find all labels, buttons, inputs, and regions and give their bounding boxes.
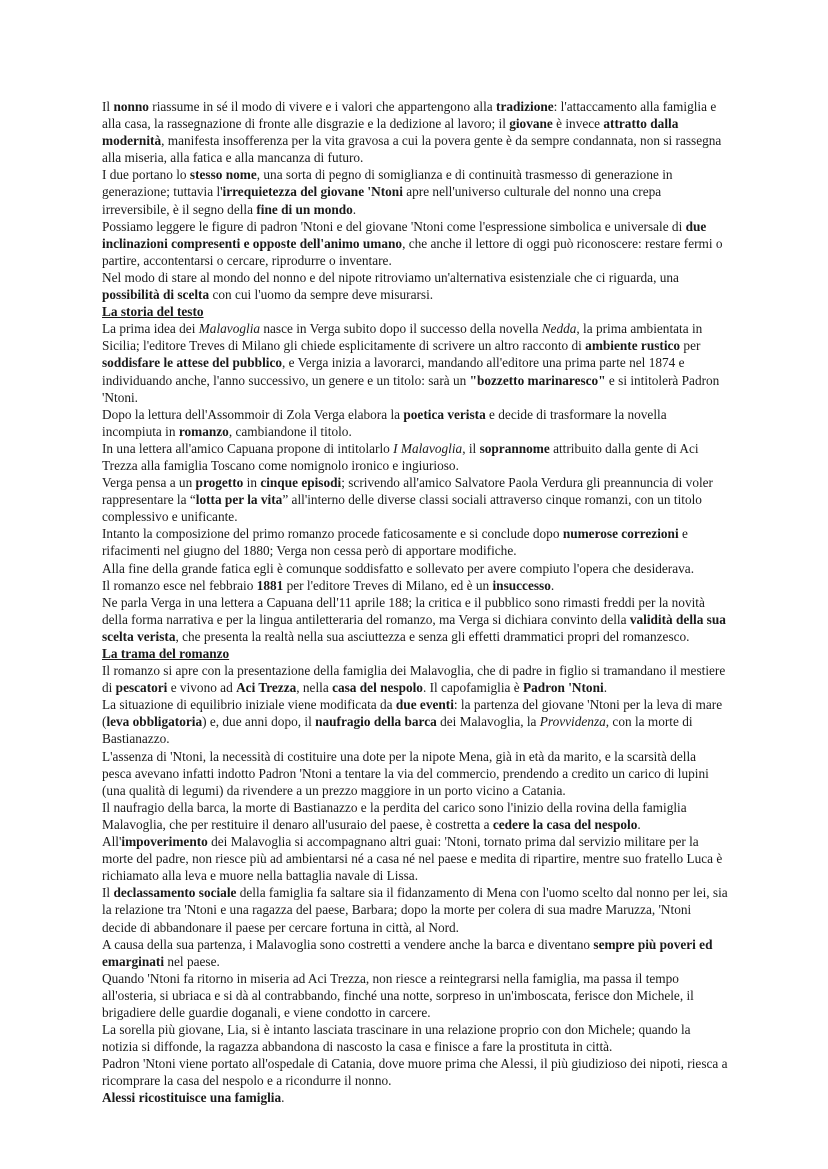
bold-text: lotta per la vita: [195, 492, 283, 508]
paragraph: [102, 936, 728, 970]
text-run: .: [352, 201, 357, 217]
text-run: e vivono ad: [167, 680, 237, 696]
bold-text: due inclinazioni compresenti e opposte dell'animo umano: [102, 218, 707, 251]
text-run: Dopo la lettura dell'Assommoir di Zola Verga elabora la: [102, 406, 404, 422]
text-run: e decide di trasformare la novella incompiuta in: [102, 406, 667, 439]
text-run: nel paese.: [164, 953, 220, 969]
bold-text: cedere la casa del nespolo: [492, 816, 638, 832]
paragraph: [102, 884, 728, 935]
bold-text: irrequietezza del giovane 'Ntoni: [222, 184, 403, 200]
bold-text: naufragio della barca: [315, 714, 437, 730]
paragraph: [102, 577, 728, 594]
text-run: nasce in Verga subito dopo il successo della novella: [260, 321, 542, 337]
paragraph: [102, 440, 728, 474]
text-run: Il romanzo esce nel febbraio: [102, 577, 257, 593]
bold-text: Aci Trezza: [236, 680, 297, 696]
text-run: Verga pensa a un: [102, 475, 196, 491]
text-run: ” all'interno delle diverse classi sociali attraverso cinque romanzi, con un titolo complessivo e unificante.: [102, 492, 702, 525]
paragraph: [102, 1089, 728, 1106]
text-run: : l'attaccamento alla famiglia e alla casa, la rassegnazione di fronte alle disgrazie e la dedizione al lavoro; il: [102, 99, 717, 132]
text-run: : la partenza del giovane 'Ntoni per la leva di mare (: [102, 697, 723, 730]
paragraph: [102, 406, 728, 440]
bold-text: soprannome: [479, 440, 550, 456]
paragraph: [102, 833, 728, 884]
bold-text: poetica verista: [403, 406, 486, 422]
bold-text: leva obbligatoria: [106, 714, 203, 730]
text-run: ; scrivendo all'amico Salvatore Paola Verdura gli preannuncia di voler rappresentare la “: [102, 475, 713, 508]
text-run: Possiamo leggere le figure di padron 'Ntoni e del giovane 'Ntoni come l'espressione simbolica e universale di: [102, 218, 686, 234]
text-run: Alla fine della grande fatica egli è comunque soddisfatto e sollevato per avere compiuto l'opera che desiderava.: [102, 560, 695, 576]
italic-text: Malavoglia: [198, 321, 261, 337]
bold-text: due eventi: [395, 697, 454, 713]
text-run: , manifesta insofferenza per la vita gravosa a cui la povera gente è da sempre condannata, non si rassegna alla miseria, alla fatica e alla mancanza di futuro.: [102, 133, 722, 166]
storia-section: [102, 320, 728, 645]
paragraph: [102, 98, 728, 166]
text-run: , il: [462, 440, 480, 456]
paragraph: [102, 1021, 728, 1055]
section-heading-trama: La trama del romanzo: [102, 646, 230, 661]
text-run: .: [603, 680, 608, 696]
text-run: con cui l'uomo da sempre deve misurarsi.: [209, 287, 434, 303]
text-run: e rifacimenti nel giugno del 1880; Verga non cessa però di apportare modifiche.: [102, 526, 688, 559]
text-run: I due portano lo: [102, 167, 190, 183]
paragraph: [102, 560, 728, 577]
text-run: Il: [102, 99, 114, 114]
bold-text: progetto: [195, 475, 244, 491]
bold-text: Alessi ricostituisce una famiglia: [102, 1090, 282, 1106]
bold-text: stesso nome: [189, 167, 257, 183]
text-run: Padron 'Ntoni viene portato all'ospedale di Catania, dove muore prima che Alessi, il più giudizioso dei nipoti, riesca a ricomprare la casa del nespolo e a ricondurre il nonno.: [102, 1056, 728, 1089]
text-run: dei Malavoglia, la: [436, 714, 540, 730]
bold-text: ambiente rustico: [585, 338, 681, 354]
bold-text: insuccesso: [492, 577, 551, 593]
text-run: , cambiandone il titolo.: [228, 423, 352, 439]
bold-text: impoverimento: [121, 834, 208, 850]
italic-text: Provvidenza: [539, 714, 606, 730]
section-heading-storia: La storia del testo: [102, 304, 204, 320]
text-run: , nella: [296, 680, 333, 696]
text-run: ) e, due anni dopo, il: [202, 714, 316, 730]
paragraph: [102, 662, 728, 696]
text-run: A causa della sua partenza, i Malavoglia sono costretti a vendere anche la barca e diventano: [102, 936, 594, 952]
text-run: , con la morte di Bastianazzo.: [102, 714, 693, 747]
text-run: In una lettera all'amico Capuana propone di intitolarlo: [102, 440, 394, 456]
bold-text: romanzo: [178, 423, 229, 439]
text-run: La prima idea dei: [102, 321, 199, 337]
italic-text: Nedda: [541, 321, 577, 337]
bold-text: nonno: [113, 99, 149, 114]
trama-section: [102, 662, 728, 1106]
text-run: Il naufragio della barca, la morte di Bastianazzo e la perdita del carico sono l'inizio della rovina della famiglia Malavoglia, che per restituire il denaro all'usuraio del paese, è costretta a: [102, 799, 687, 832]
intro-section: [102, 98, 728, 303]
paragraph: [102, 748, 728, 799]
text-run: , la prima ambientata in Sicilia; l'editore Treves di Milano gli chiede esplicitamente di scrivere un altro racconto di: [102, 321, 703, 354]
text-run: dei Malavoglia si accompagnano altri guai: 'Ntoni, tornato prima dal servizio militare per la morte del padre, non riesce più ad ambientarsi né a casa né nel paese e medita di ripartire, mentre suo fratello Luca è richiamato alla leva e muore nella battaglia navale di Lissa.: [102, 834, 723, 884]
bold-text: cinque episodi: [260, 475, 342, 491]
text-run: All': [102, 834, 122, 850]
bold-text: giovane: [509, 116, 553, 132]
paragraph: [102, 1055, 728, 1089]
text-run: riassume in sé il modo di vivere e i valori che appartengono alla: [148, 99, 497, 114]
paragraph: [102, 696, 728, 747]
text-run: . Il capofamiglia è: [422, 680, 524, 696]
text-run: La situazione di equilibrio iniziale viene modificata da: [102, 697, 396, 713]
bold-text: "bozzetto marinaresco": [469, 372, 606, 388]
text-run: Intanto la composizione del primo romanzo procede faticosamente e si conclude dopo: [102, 526, 563, 542]
text-run: Il romanzo si apre con la presentazione della famiglia dei Malavoglia, che di padre in figlio si tramandano il mestiere di: [102, 663, 726, 696]
text-run: attribuito dalla gente di Aci Trezza alla famiglia Toscano come nomignolo ironico e ingiurioso.: [102, 440, 699, 473]
text-run: , e Verga inizia a lavorarci, mandando all'editore una prima parte nel 1874 e individuando anche, l'anno successivo, un genere e un titolo: sarà un: [102, 355, 685, 388]
text-run: apre nell'universo culturale del nonno una crepa irreversibile, è il segno della: [102, 184, 662, 217]
text-run: della famiglia fa saltare sia il fidanzamento di Mena con l'uomo scelto dal nonno per lei, sia la relazione tra 'Ntoni e una ragazza del paese, Barbara; dopo la morte per colera di sua madre Maruzza, 'Ntoni decide di abbandonare il paese per cercare fortuna in città, al Nord.: [102, 885, 728, 935]
bold-text: possibilità di scelta: [102, 287, 210, 303]
text-run: L'assenza di 'Ntoni, la necessità di costituire una dote per la nipote Mena, già in età da marito, e la scarsità della pesca avevano infatti indotto Padron 'Ntoni a tentare la via del commercio, prendendo a credito un carico di lupini (una qualità di legumi) da rivendere a un prezzo maggiore in un porto vicino a Catania.: [102, 748, 709, 798]
paragraph: [102, 269, 728, 303]
text-run: per: [680, 338, 701, 354]
bold-text: declassamento sociale: [113, 885, 237, 901]
italic-text: I Malavoglia: [393, 440, 463, 456]
paragraph: [102, 525, 728, 559]
text-run: .: [637, 816, 641, 832]
text-run: e si intitolerà Padron 'Ntoni.: [102, 372, 720, 405]
text-run: in: [243, 475, 261, 491]
text-run: è invece: [552, 116, 604, 132]
text-run: Quando 'Ntoni fa ritorno in miseria ad Aci Trezza, non riesce a reintegrarsi nella famiglia, ma passa il tempo all'osteria, si ubriaca e si dà al contrabbando, finché una notte, sorpreso in un'imboscata, ferisce don Michele, il brigadiere delle guardie doganali, e viene condotto in carcere.: [102, 970, 694, 1020]
bold-text: casa del nespolo: [332, 680, 423, 696]
bold-text: attratto dalla modernità: [102, 116, 679, 149]
text-run: .: [281, 1090, 285, 1106]
text-run: Nel modo di stare al mondo del nonno e del nipote ritroviamo un'alternativa esistenziale che ci riguarda, una: [102, 269, 679, 285]
bold-text: fine di un mondo: [256, 201, 353, 217]
paragraph: [102, 970, 728, 1021]
text-run: Ne parla Verga in una lettera a Capuana dell'11 aprile 188; la critica e il pubblico sono rimasti freddi per la novità della forma narrativa e per la lingua antiletteraria del romanzo, ma Verga si dichiara convinto della: [102, 594, 705, 627]
paragraph: [102, 218, 728, 269]
paragraph: [102, 166, 728, 217]
text-run: per l'editore Treves di Milano, ed è un: [283, 577, 493, 593]
paragraph: [102, 474, 728, 525]
bold-text: pescatori: [115, 680, 168, 696]
text-run: , che presenta la realtà nella sua asciuttezza e senza gli effetti drammatici propri del romanzesco.: [175, 628, 690, 644]
paragraph: [102, 320, 728, 405]
bold-text: soddisfare le attese del pubblico: [102, 355, 283, 371]
text-run: , una sorta di pegno di somiglianza e di continuità trasmesso di generazione in generazione; tuttavia l': [102, 167, 673, 200]
bold-text: 1881: [256, 577, 284, 593]
text-run: La sorella più giovane, Lia, si è intanto lasciata trascinare in una relazione proprio con don Michele; quando la notizia si diffonde, la ragazza abbandona di nascosto la casa e finisce a fare la prostituta in città.: [102, 1022, 691, 1055]
paragraph: [102, 594, 728, 645]
paragraph: [102, 799, 728, 833]
bold-text: numerose correzioni: [562, 526, 679, 542]
text-run: .: [550, 577, 555, 593]
text-run: , che anche il lettore di oggi può riconoscere: restare fermi o partire, accontentarsi o cercare, riprodurre o inventare.: [102, 235, 723, 268]
bold-text: Padron 'Ntoni: [523, 680, 604, 696]
text-run: Il: [102, 885, 114, 901]
bold-text: sempre più poveri ed emarginati: [102, 936, 713, 969]
bold-text: validità della sua scelta verista: [102, 611, 726, 644]
bold-text: tradizione: [496, 99, 554, 114]
